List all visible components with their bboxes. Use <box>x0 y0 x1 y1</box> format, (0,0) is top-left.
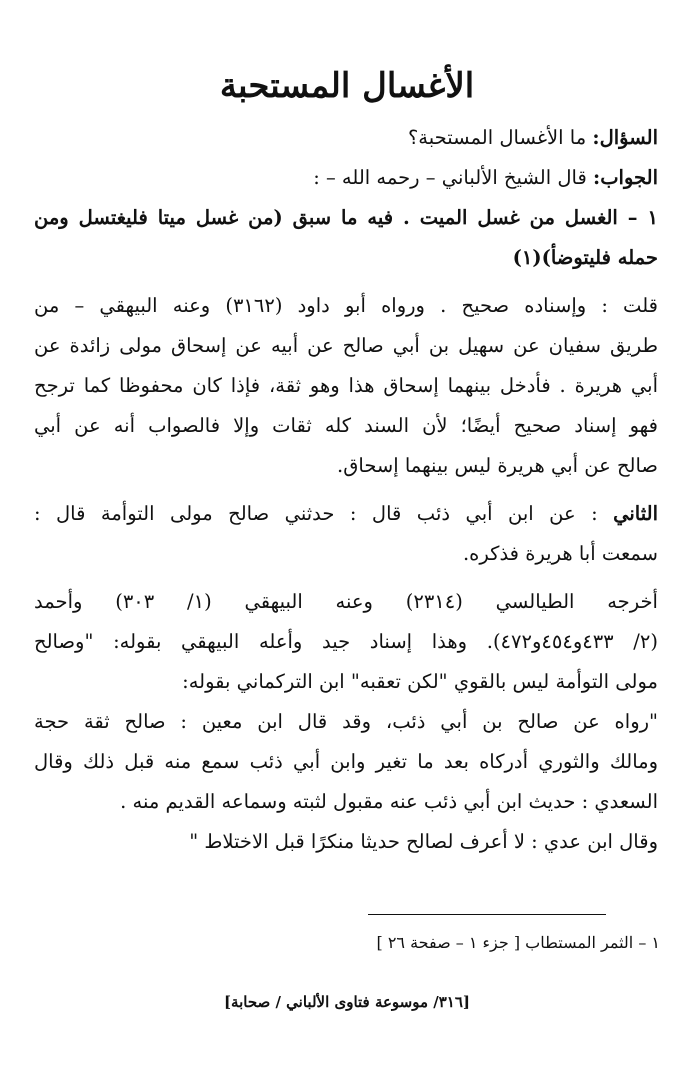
adi-line: وقال ابن عدي : لا أعرف لصالح حديثا منكرًا قبل الاختلاط " <box>189 830 658 853</box>
page-content <box>34 118 658 862</box>
page-footer: [٣١٦/ موسوعة فتاوى الألباني / صحابة] <box>223 993 471 1011</box>
item1-line-2: حمله فليتوضأ)(١) <box>512 246 658 269</box>
akhraja-line-3: مولى التوأمة ليس بالقوي "لكن تعقبه" ابن التركماني بقوله: <box>182 670 658 693</box>
thani-text: : عن ابن أبي ذئب قال : حدثني صالح مولى التوأمة قال : <box>34 502 614 525</box>
question-text: ما الأغسال المستحبة؟ <box>407 126 593 149</box>
qult-line-1: قلت : وإسناده صحيح . ورواه أبو داود (٣١٦٢) وعنه البيهقي – من <box>34 294 658 317</box>
qult-line-5: صالح عن أبي هريرة ليس بينهما إسحاق. <box>337 454 658 477</box>
thani-line-2: سمعت أبا هريرة فذكره. <box>462 542 658 565</box>
quote-line-2: ومالك والثوري أدركاه بعد ما تغير وابن أبي ذئب سمع منه قبل ذلك وقال <box>34 750 658 773</box>
quote-line-1: "رواه عن صالح بن أبي ذئب، وقد قال ابن معين : صالح ثقة حجة <box>34 710 658 733</box>
footnote: ١ – الثمر المستطاب [ جزء ١ – صفحة ٢٦ ] <box>376 933 660 952</box>
page-title: الأغسال المستحبة <box>219 66 475 106</box>
qult-line-2: طريق سفيان عن سهيل بن أبي صالح عن أبيه عن إسحاق مولى زائدة عن <box>34 334 658 357</box>
answer-line <box>34 158 658 198</box>
qult-line-3: أبي هريرة . فأدخل بينهما إسحاق هذا وهو ثقة، فإذا كان محفوظا كما ترجح <box>34 374 658 397</box>
item1-line-1: ١ – الغسل من غسل الميت . فيه ما سبق (من غسل ميتا فليغتسل ومن <box>34 206 658 229</box>
akhraja-line-1: أخرجه الطيالسي (٢٣١٤) وعنه البيهقي (١/ ٣٠٣) وأحمد <box>34 590 658 613</box>
question-line <box>34 118 658 158</box>
footnote-separator <box>368 914 606 915</box>
question-label: السؤال: <box>592 126 658 149</box>
thani-label: الثاني <box>613 502 658 525</box>
quote-line-3: السعدي : حديث ابن أبي ذئب عنه مقبول لثبته وسماعه القديم منه . <box>120 790 658 813</box>
answer-text: قال الشيخ الألباني – رحمه الله – : <box>313 166 593 189</box>
answer-label: الجواب: <box>593 166 658 189</box>
qult-line-4: فهو إسناد صحيح أيضًا؛ لأن السند كله ثقات وإلا فالصواب أنه عن أبي <box>34 414 658 437</box>
akhraja-line-2: (٢/ ٤٣٣و٤٥٤و٤٧٢). وهذا إسناد جيد وأعله البيهقي بقوله: "وصالح <box>34 630 658 653</box>
thani-line-1 <box>34 494 658 534</box>
